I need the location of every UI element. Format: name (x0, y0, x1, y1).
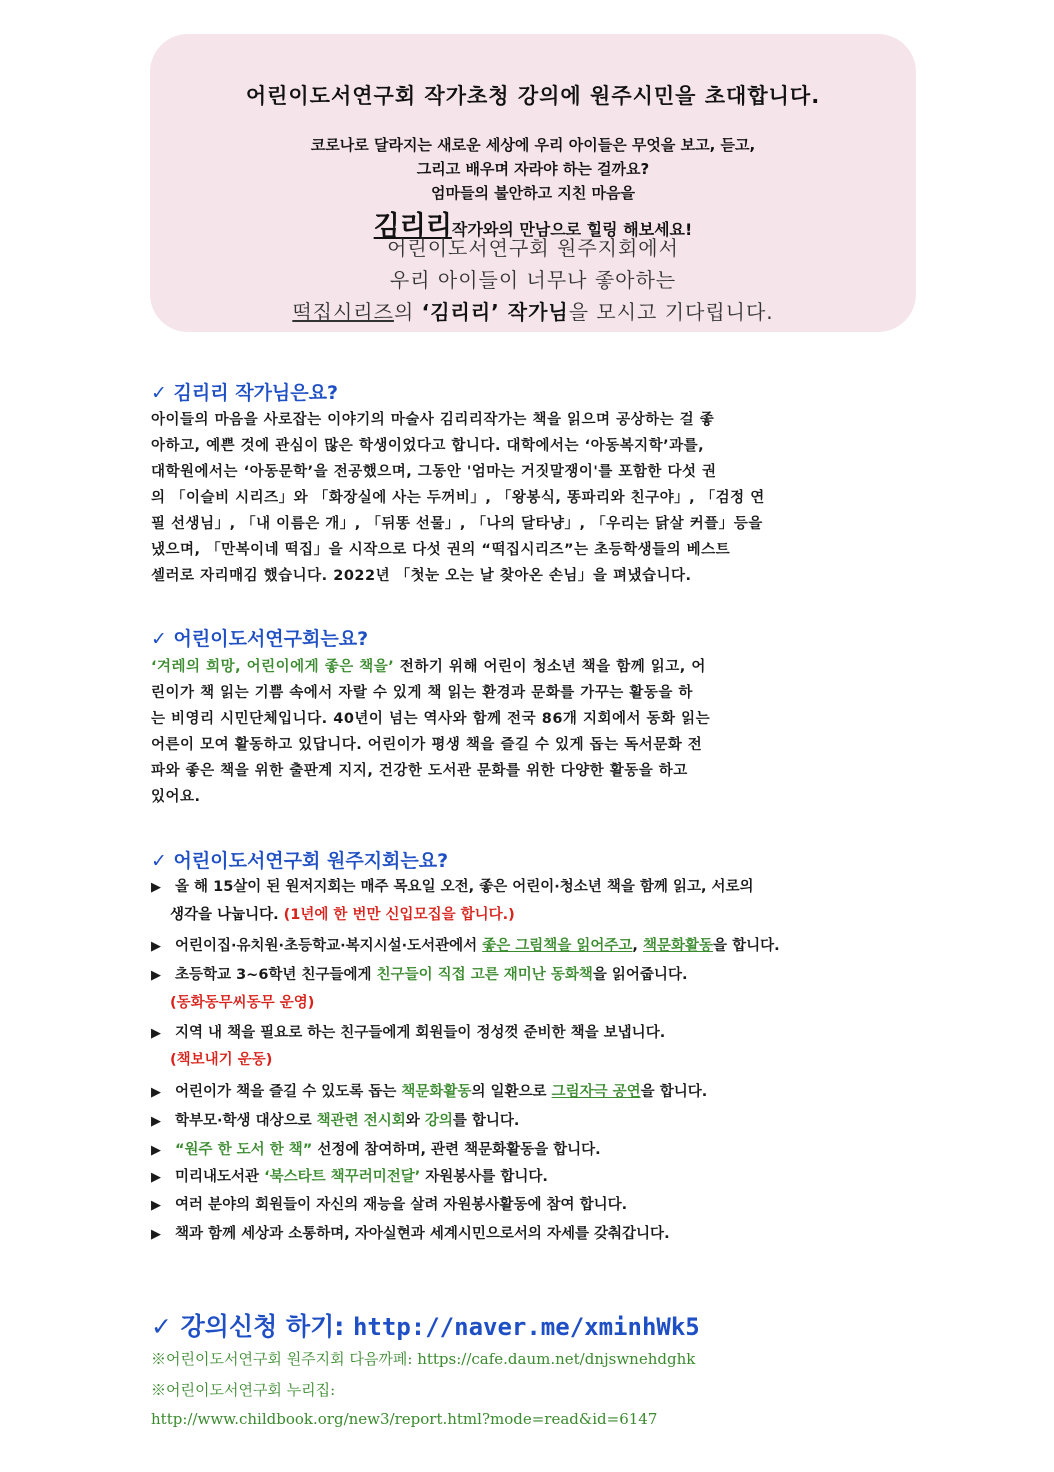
arrow-icon: ▶ (151, 1026, 161, 1041)
arrow-icon: ▶ (151, 880, 161, 895)
invitation-box (150, 34, 916, 332)
homepage-note: ※어린이도서연구회 누리집: (151, 1381, 336, 1399)
intro-line-2: 그리고 배우며 자라야 하는 걸까요? (416, 160, 650, 178)
apply-label: ✓ 강의신청 하기: (151, 1312, 353, 1341)
arrow-icon: ▶ (151, 1114, 161, 1129)
intro-line-3: 엄마들의 불안하고 지친 마음을 (430, 184, 636, 202)
list-item: ▶ 초등학교 3~6학년 친구들에게 친구들이 직접 고른 재미난 동화책을 읽어줍니다. (151, 962, 931, 989)
host-line-2: 우리 아이들이 너무나 좋아하는 (389, 268, 677, 292)
section-author-body: 아이들의 마음을 사로잡는 이야기의 마술사 김리리작가는 책을 읽으며 공상하는 걸 좋 아하고, 예쁜 것에 관심이 많은 학생이었다고 합니다. 대학에서는 ‘아동복지학’과를, 대학원에서는 ‘아동문학’을 전공했으며, 그동안 '엄마는 거짓말쟁이'를 포함한 다섯 권 의 「이슬비 시리즈」와 「화장실에 사는 두꺼비」, 「왕봉식, 똥파리와 친구야」, 「검정 연 필 선생님」, 「내 이름은 개」, 「뒤똥 선물」, 「나의 달타냥」, 「우리는 닭살 커플」등을 냈으며, 「만복이네 떡집」을 시작으로 다섯 권의 “떡집시리즈”는 초등학생들의 베스트 셀러로 자리매김 했습니다. 2022년 「첫눈 오는 날 찾아온 손님」을 펴냈습니다. (151, 412, 765, 584)
list-item: ▶ 어린이가 책을 즐길 수 있도록 돕는 책문화활동의 일환으로 그림자극 공연을 합니다. (151, 1079, 931, 1106)
arrow-icon: ▶ (151, 1227, 161, 1242)
arrow-icon: ▶ (151, 1143, 161, 1158)
list-item: ▶ 미리내도서관 ‘북스타트 책꾸러미전달’ 자원봉사를 합니다. (151, 1164, 931, 1191)
list-item: ▶ 지역 내 책을 필요로 하는 친구들에게 회원들이 정성껏 준비한 책을 보냅니다. (151, 1020, 931, 1047)
cafe-note[interactable]: ※어린이도서연구회 원주지회 다음까페: https://cafe.daum.net/dnjswnehdghk (151, 1350, 696, 1368)
author-name: 김리리 (373, 211, 452, 242)
list-item: ▶ 학부모·학생 대상으로 책관련 전시회와 강의를 합니다. (151, 1108, 931, 1135)
section-author-heading: ✓ 김리리 작가님은요? (151, 382, 339, 404)
host-line-1: 어린이도서연구회 원주지회에서 (387, 236, 679, 260)
list-item: ▶ 어린이집·유치원·초등학교·복지시설·도서관에서 좋은 그림책을 읽어주고, 책문화활동을 합니다. (151, 933, 931, 960)
list-item-continuation: (동화동무씨동무 운영) (170, 995, 315, 1011)
apply-link[interactable]: http://naver.me/xminhWk5 (352, 1313, 700, 1341)
invitation-title: 어린이도서연구회 작가초청 강의에 원주시민을 초대합니다. (245, 84, 821, 108)
apply-line (151, 1307, 700, 1343)
list-item-continuation: 생각을 나눕니다. (1년에 한 번만 신입모집을 합니다.) (170, 907, 515, 923)
host-line-3: 떡집시리즈의 ‘김리리’ 작가님을 모시고 기다립니다. (292, 300, 774, 324)
arrow-icon: ▶ (151, 1170, 161, 1185)
list-item: ▶ 올 해 15살이 된 원저지회는 매주 목요일 오전, 좋은 어린이·청소년 책을 함께 읽고, 서로의 (151, 874, 931, 901)
intro-line-1: 코로나로 달라지는 새로운 세상에 우리 아이들은 무엇을 보고, 듣고, (310, 136, 756, 154)
list-item: ▶ 책과 함께 세상과 소통하며, 자아실현과 세계시민으로서의 자세를 갖춰갑니다. (151, 1221, 931, 1248)
list-item: ▶ “원주 한 도서 한 책” 선정에 참여하며, 관련 책문화활동을 합니다. (151, 1137, 931, 1164)
section-society-heading: ✓ 어린이도서연구회는요? (151, 628, 369, 650)
section-branch-heading: ✓ 어린이도서연구회 원주지회는요? (151, 850, 449, 872)
arrow-icon: ▶ (151, 1085, 161, 1100)
homepage-link[interactable]: http://www.childbook.org/new3/report.html?mode=read&id=6147 (151, 1410, 658, 1428)
arrow-icon: ▶ (151, 939, 161, 954)
healing-line: 김리리작가와의 만남으로 힐링 해보세요! (373, 211, 693, 242)
arrow-icon: ▶ (151, 968, 161, 983)
list-item: ▶ 여러 분야의 회원들이 자신의 재능을 살려 자원봉사활동에 참여 합니다. (151, 1192, 931, 1219)
section-society-body: ‘겨레의 희망, 어린이에게 좋은 책을’ 전하기 위해 어린이 청소년 책을 함께 읽고, 어 린이가 책 읽는 기쁨 속에서 자랄 수 있게 책 읽는 환경과 문화를 가꾸는 활동을 하 는 비영리 시민단체입니다. 40년이 넘는 역사와 함께 전국 86개 지회에서 동화 읽는 어른이 모여 활동하고 있답니다. 어린이가 평생 책을 즐길 수 있게 돕는 독서문화 전 파와 좋은 책을 위한 출판계 지지, 건강한 도서관 문화를 위한 다양한 활동을 하고 있어요. (151, 659, 711, 805)
list-item-continuation: (책보내기 운동) (170, 1052, 273, 1068)
arrow-icon: ▶ (151, 1198, 161, 1213)
society-motto: ‘겨레의 희망, 어린이에게 좋은 책을’ (151, 659, 395, 675)
